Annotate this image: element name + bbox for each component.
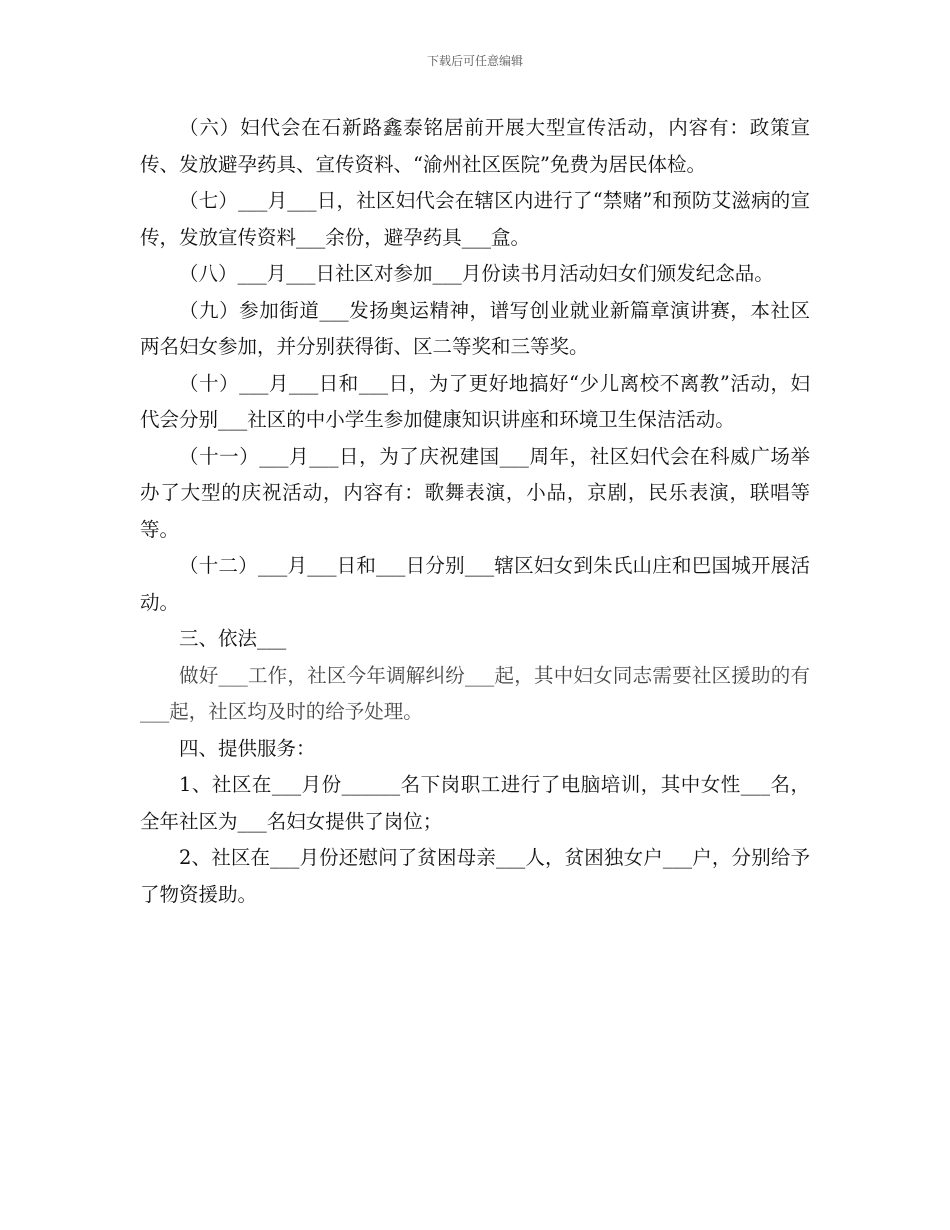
paragraph-7: （七）___月___日，社区妇代会在辖区内进行了“禁赌”和预防艾滋病的宣传，发放宣传资料___余份，避孕药具___盒。 xyxy=(140,189,810,249)
service-item-2: 2、社区在___月份还慰问了贫困母亲___人，贫困独女户___户，分别给予了物资援助。 xyxy=(140,846,810,906)
paragraph-6: （六）妇代会在石新路鑫泰铭居前开展大型宣传活动，内容有：政策宣传、发放避孕药具、宣传资料、“渝州社区医院”免费为居民体检。 xyxy=(140,116,810,176)
page-header-note: 下载后可任意编辑 xyxy=(426,54,523,68)
document-body xyxy=(140,110,810,913)
paragraph-9: （九）参加街道___发扬奥运精神，谱写创业就业新篇章演讲赛，本社区两名妇女参加，并分别获得街、区二等奖和三等奖。 xyxy=(140,298,810,358)
paragraph-12: （十二）___月___日和___日分别___辖区妇女到朱氏山庄和巴国城开展活动。 xyxy=(140,554,810,614)
section-heading-3: 三、依法___ xyxy=(179,627,287,650)
service-item-1: 1、社区在___月份______名下岗职工进行了电脑培训，其中女性___名，全年社区为___名妇女提供了岗位； xyxy=(140,773,810,833)
section-heading-4: 四、提供服务： xyxy=(179,736,316,760)
paragraph-11: （十一）___月___日，为了庆祝建国___周年，社区妇代会在科威广场举办了大型的庆祝活动，内容有：歌舞表演，小品，京剧，民乐表演，联唱等等。 xyxy=(140,444,810,541)
paragraph-mediation: 做好___工作，社区今年调解纠纷___起，其中妇女同志需要社区援助的有___起，社区均及时的给予处理。 xyxy=(140,663,810,723)
paragraph-10: （十）___月___日和___日，为了更好地搞好“少儿离校不离教”活动，妇代会分别___社区的中小学生参加健康知识讲座和环境卫生保洁活动。 xyxy=(140,371,810,431)
paragraph-8: （八）___月___日社区对参加___月份读书月活动妇女们颁发纪念品。 xyxy=(179,262,774,285)
